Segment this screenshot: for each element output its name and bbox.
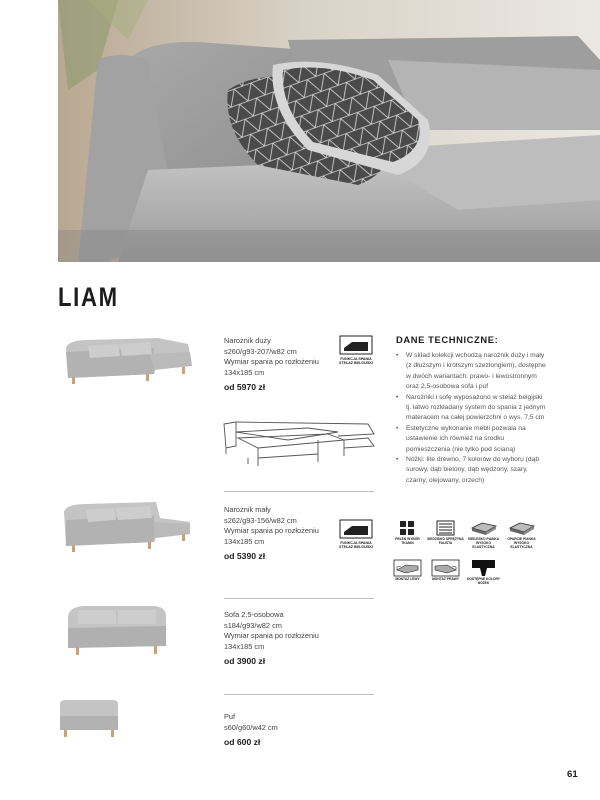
specs-heading: DANE TECHNICZNE: bbox=[396, 334, 499, 345]
left-assembly-icon bbox=[392, 558, 423, 578]
sleep-dims: 134x185 cm bbox=[224, 367, 265, 377]
badge-caption: FUNKCJA SPANIA STELAŻ BELGIJSKI bbox=[339, 540, 373, 549]
product-pouf bbox=[224, 712, 278, 748]
small-corner-sofa-image bbox=[56, 496, 196, 561]
product-price: od 3900 zł bbox=[224, 656, 266, 667]
product-dims: s262/g93-156/w82 cm bbox=[224, 515, 297, 525]
sleep-function-badge bbox=[338, 518, 374, 549]
large-corner-sofa-image bbox=[58, 330, 198, 395]
specs-item: • Nóżki: lite drewno, 7 kolorów do wyboru (dąb surowy, dąb bielony, dąb wędzony, szary, czarny, olejowany, orzech) bbox=[396, 455, 546, 486]
product-name: Narożnik duży bbox=[224, 336, 271, 345]
product-dims: s260/g93-207/w82 cm bbox=[224, 346, 297, 356]
sofa-bed-sketch bbox=[218, 418, 378, 481]
specs-item: • W skład kolekcji wchodzą narożnik duży i mały (z dłuższym i krótszym szezlongiem), dostępne w dwóch wariantach: prawo- i lewostronnym oraz 2,5-osobowa sofa i puf bbox=[396, 351, 546, 393]
feature-foam-back: OPARCIE PIANKA WYSOKO ELASTYCZNA bbox=[506, 518, 537, 549]
foam-seat-icon bbox=[468, 518, 499, 538]
sleep-label: Wymiar spania po rozłożeniu bbox=[224, 357, 319, 367]
sleep-dims: 134x185 cm bbox=[224, 641, 265, 651]
collection-title: LIAM bbox=[58, 282, 119, 312]
specs-item: • Estetyczne wykonanie mebli pozwala na ustawienie ich również na środku pomieszczenia (nie tylko pod ścianą) bbox=[396, 424, 546, 455]
feature-right-assembly: MONTAŻ PRAWY bbox=[430, 558, 461, 589]
hero-sofa-illustration bbox=[58, 0, 600, 262]
sleep-function-badge bbox=[338, 334, 374, 365]
divider bbox=[224, 694, 374, 695]
sleep-label: Wymiar spania po rozłożeniu bbox=[224, 631, 319, 641]
feature-spring: SIEDZISKO SPRĘŻYNA FALISTA bbox=[430, 518, 461, 549]
fabric-swatch-icon bbox=[392, 518, 423, 538]
leg-colors-icon bbox=[468, 558, 499, 578]
product-sofa bbox=[224, 610, 319, 667]
product-dims: s184/g93/w82 cm bbox=[224, 620, 282, 630]
product-name: Puf bbox=[224, 712, 236, 721]
product-small-corner bbox=[224, 505, 319, 562]
product-dims: s60/g60/w42 cm bbox=[224, 722, 278, 732]
product-price: od 600 zł bbox=[224, 737, 261, 748]
specs-item: • Narożniki i sofę wyposażono w stelaż belgijski tj. łatwo rozkładany system do spania z jednym materacem na całej powierzchni o wys. 7,5 cm bbox=[396, 393, 546, 424]
right-assembly-icon bbox=[430, 558, 461, 578]
sleep-label: Wymiar spania po rozłożeniu bbox=[224, 526, 319, 536]
feature-foam-seat: SIEDZISKO PIANKA WYSOKO ELASTYCZNA bbox=[468, 518, 499, 549]
feature-fabric: PEŁEN WYBÓR TKANIN bbox=[392, 518, 423, 549]
spring-icon bbox=[430, 518, 461, 538]
specs-list bbox=[396, 351, 546, 486]
divider bbox=[224, 491, 374, 492]
page-number: 61 bbox=[567, 769, 578, 780]
sleep-dims: 134x185 cm bbox=[224, 536, 265, 546]
feature-left-assembly: MONTAŻ LEWY bbox=[392, 558, 423, 589]
product-name: Narożnik mały bbox=[224, 505, 271, 514]
hero-photo bbox=[58, 0, 600, 262]
technical-specs bbox=[396, 334, 546, 486]
product-large-corner bbox=[224, 336, 319, 393]
foam-back-icon bbox=[506, 518, 537, 538]
feature-leg-colors: DOSTĘPNE KOLORY NÓŻEK bbox=[468, 558, 499, 589]
sofa-bed-icon bbox=[338, 518, 374, 540]
sofa-image bbox=[62, 602, 172, 665]
divider bbox=[224, 598, 374, 599]
sofa-bed-icon bbox=[338, 334, 374, 356]
badge-caption: FUNKCJA SPANIA STELAŻ BELGIJSKI bbox=[339, 356, 373, 365]
product-name: Sofa 2,5-osobowa bbox=[224, 610, 284, 619]
product-price: od 5390 zł bbox=[224, 551, 266, 562]
pouf-image bbox=[56, 698, 122, 747]
product-price: od 5970 zł bbox=[224, 382, 266, 393]
